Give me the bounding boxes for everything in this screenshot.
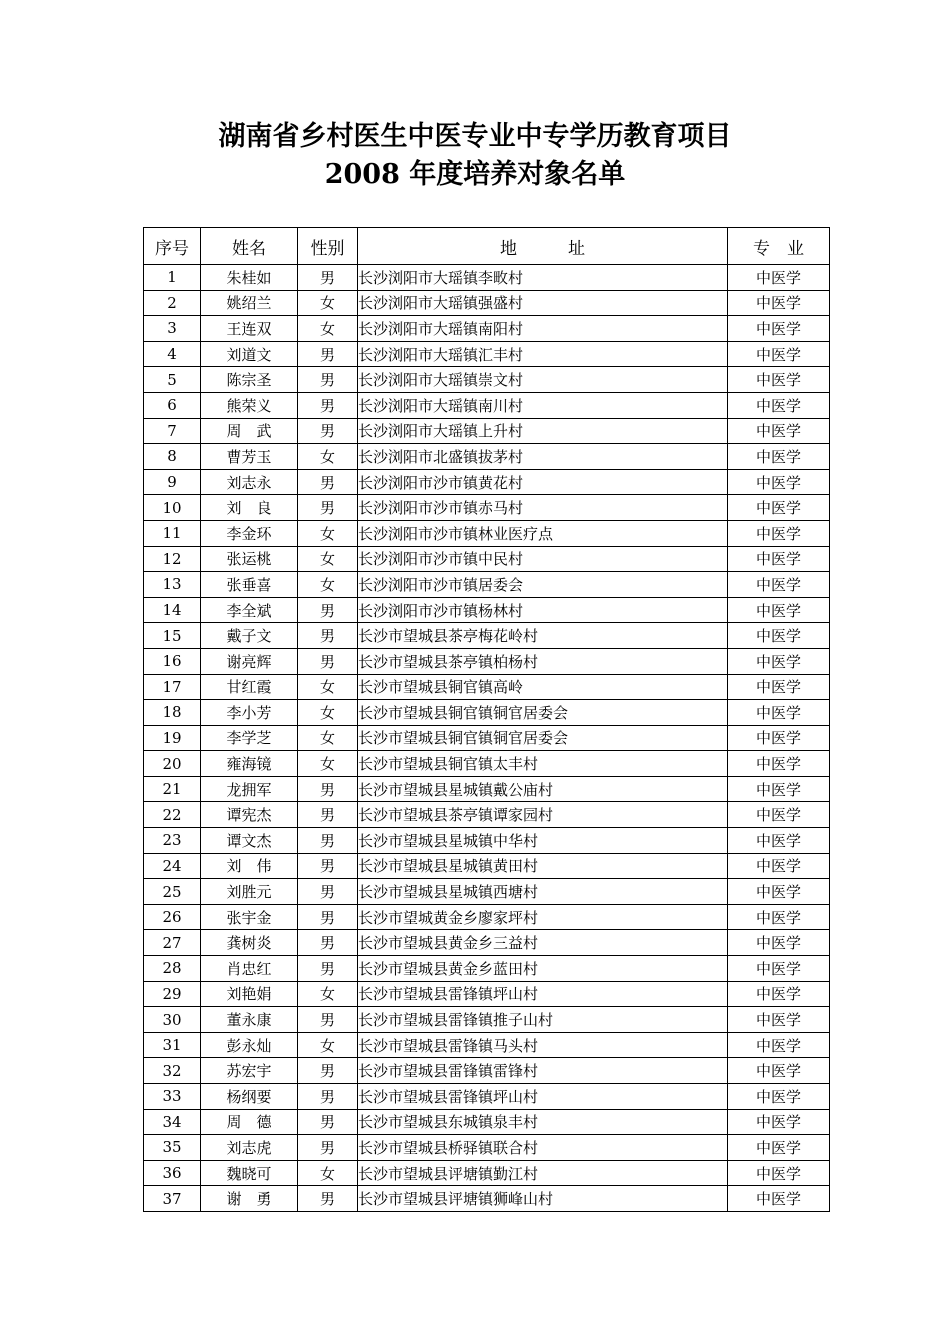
cell-major: 中医学 bbox=[728, 981, 830, 1007]
cell-address: 长沙浏阳市大瑶镇南阳村 bbox=[358, 316, 728, 342]
cell-seq: 12 bbox=[144, 546, 201, 572]
table-row bbox=[144, 930, 830, 956]
cell-sex: 男 bbox=[298, 879, 358, 905]
cell-address: 长沙市望城县茶亭梅花岭村 bbox=[358, 623, 728, 649]
cell-name: 陈宗圣 bbox=[201, 367, 298, 393]
header-sex: 性别 bbox=[298, 228, 358, 265]
table-row bbox=[144, 418, 830, 444]
cell-address: 长沙浏阳市大瑶镇上升村 bbox=[358, 418, 728, 444]
cell-name: 龙拥军 bbox=[201, 776, 298, 802]
cell-seq: 28 bbox=[144, 956, 201, 982]
cell-major: 中医学 bbox=[728, 572, 830, 598]
cell-name: 刘艳娟 bbox=[201, 981, 298, 1007]
cell-name: 张垂喜 bbox=[201, 572, 298, 598]
cell-address: 长沙市望城县雷锋镇雷锋村 bbox=[358, 1058, 728, 1084]
header-seq: 序号 bbox=[144, 228, 201, 265]
cell-major: 中医学 bbox=[728, 1109, 830, 1135]
cell-address: 长沙市望城县雷锋镇马头村 bbox=[358, 1032, 728, 1058]
table-row bbox=[144, 981, 830, 1007]
cell-seq: 37 bbox=[144, 1186, 201, 1212]
cell-address: 长沙浏阳市大瑶镇南川村 bbox=[358, 392, 728, 418]
table-row bbox=[144, 751, 830, 777]
cell-sex: 男 bbox=[298, 1058, 358, 1084]
cell-sex: 女 bbox=[298, 546, 358, 572]
cell-major: 中医学 bbox=[728, 290, 830, 316]
table-header bbox=[144, 228, 830, 265]
cell-name: 杨纲要 bbox=[201, 1084, 298, 1110]
cell-sex: 女 bbox=[298, 700, 358, 726]
cell-sex: 男 bbox=[298, 1084, 358, 1110]
cell-address: 长沙浏阳市大瑶镇李畋村 bbox=[358, 265, 728, 291]
cell-sex: 女 bbox=[298, 572, 358, 598]
cell-sex: 女 bbox=[298, 674, 358, 700]
cell-address: 长沙市望城县茶亭镇谭家园村 bbox=[358, 802, 728, 828]
cell-address: 长沙市望城县雷锋镇坪山村 bbox=[358, 1084, 728, 1110]
cell-address: 长沙浏阳市沙市镇中民村 bbox=[358, 546, 728, 572]
cell-address: 长沙浏阳市大瑶镇崇文村 bbox=[358, 367, 728, 393]
cell-sex: 男 bbox=[298, 367, 358, 393]
cell-sex: 男 bbox=[298, 904, 358, 930]
cell-address: 长沙市望城县铜官镇铜官居委会 bbox=[358, 700, 728, 726]
cell-major: 中医学 bbox=[728, 546, 830, 572]
cell-sex: 女 bbox=[298, 316, 358, 342]
cell-address: 长沙浏阳市沙市镇杨林村 bbox=[358, 597, 728, 623]
table-row bbox=[144, 495, 830, 521]
cell-seq: 8 bbox=[144, 444, 201, 470]
cell-name: 张宇金 bbox=[201, 904, 298, 930]
cell-seq: 7 bbox=[144, 418, 201, 444]
cell-address: 长沙市望城县雷锋镇推子山村 bbox=[358, 1007, 728, 1033]
table-row bbox=[144, 879, 830, 905]
cell-seq: 4 bbox=[144, 341, 201, 367]
cell-major: 中医学 bbox=[728, 751, 830, 777]
cell-address: 长沙市望城县铜官镇太丰村 bbox=[358, 751, 728, 777]
cell-major: 中医学 bbox=[728, 879, 830, 905]
cell-seq: 36 bbox=[144, 1160, 201, 1186]
cell-seq: 10 bbox=[144, 495, 201, 521]
cell-sex: 女 bbox=[298, 290, 358, 316]
table-row bbox=[144, 597, 830, 623]
cell-address: 长沙市望城县星城镇黄田村 bbox=[358, 853, 728, 879]
cell-sex: 男 bbox=[298, 1007, 358, 1033]
cell-address: 长沙市望城县黄金乡三益村 bbox=[358, 930, 728, 956]
cell-sex: 男 bbox=[298, 828, 358, 854]
cell-sex: 男 bbox=[298, 1186, 358, 1212]
header-major: 专 业 bbox=[728, 228, 830, 265]
cell-seq: 33 bbox=[144, 1084, 201, 1110]
cell-address: 长沙浏阳市沙市镇黄花村 bbox=[358, 469, 728, 495]
cell-major: 中医学 bbox=[728, 1084, 830, 1110]
cell-address: 长沙浏阳市沙市镇赤马村 bbox=[358, 495, 728, 521]
cell-name: 李全斌 bbox=[201, 597, 298, 623]
cell-sex: 女 bbox=[298, 520, 358, 546]
cell-sex: 男 bbox=[298, 265, 358, 291]
cell-name: 彭永灿 bbox=[201, 1032, 298, 1058]
cell-address: 长沙市望城县东城镇泉丰村 bbox=[358, 1109, 728, 1135]
cell-seq: 2 bbox=[144, 290, 201, 316]
cell-sex: 女 bbox=[298, 751, 358, 777]
cell-major: 中医学 bbox=[728, 1058, 830, 1084]
cell-major: 中医学 bbox=[728, 802, 830, 828]
table-row bbox=[144, 469, 830, 495]
cell-major: 中医学 bbox=[728, 367, 830, 393]
cell-major: 中医学 bbox=[728, 1135, 830, 1161]
cell-sex: 男 bbox=[298, 623, 358, 649]
table-row bbox=[144, 776, 830, 802]
cell-seq: 14 bbox=[144, 597, 201, 623]
cell-major: 中医学 bbox=[728, 956, 830, 982]
table-row bbox=[144, 444, 830, 470]
cell-seq: 5 bbox=[144, 367, 201, 393]
table-row bbox=[144, 367, 830, 393]
cell-seq: 9 bbox=[144, 469, 201, 495]
cell-address: 长沙市望城县桥驿镇联合村 bbox=[358, 1135, 728, 1161]
cell-sex: 男 bbox=[298, 597, 358, 623]
cell-major: 中医学 bbox=[728, 725, 830, 751]
cell-sex: 男 bbox=[298, 853, 358, 879]
cell-major: 中医学 bbox=[728, 1160, 830, 1186]
cell-address: 长沙浏阳市北盛镇拔茅村 bbox=[358, 444, 728, 470]
table-row bbox=[144, 520, 830, 546]
header-address: 地 址 bbox=[358, 228, 728, 265]
cell-major: 中医学 bbox=[728, 597, 830, 623]
cell-major: 中医学 bbox=[728, 316, 830, 342]
table-body bbox=[144, 265, 830, 1212]
cell-name: 刘胜元 bbox=[201, 879, 298, 905]
header-name: 姓名 bbox=[201, 228, 298, 265]
cell-name: 王连双 bbox=[201, 316, 298, 342]
cell-address: 长沙市望城县茶亭镇柏杨村 bbox=[358, 648, 728, 674]
table-row bbox=[144, 341, 830, 367]
cell-name: 熊荣义 bbox=[201, 392, 298, 418]
cell-seq: 34 bbox=[144, 1109, 201, 1135]
cell-address: 长沙浏阳市大瑶镇强盛村 bbox=[358, 290, 728, 316]
cell-address: 长沙市望城县评塘镇狮峰山村 bbox=[358, 1186, 728, 1212]
table-row bbox=[144, 1186, 830, 1212]
cell-address: 长沙浏阳市沙市镇林业医疗点 bbox=[358, 520, 728, 546]
cell-major: 中医学 bbox=[728, 341, 830, 367]
cell-major: 中医学 bbox=[728, 623, 830, 649]
cell-sex: 男 bbox=[298, 495, 358, 521]
title-line-2: 2008 年度培养对象名单 bbox=[324, 159, 626, 190]
table-row bbox=[144, 648, 830, 674]
cell-seq: 23 bbox=[144, 828, 201, 854]
cell-seq: 32 bbox=[144, 1058, 201, 1084]
cell-major: 中医学 bbox=[728, 444, 830, 470]
cell-name: 龚树炎 bbox=[201, 930, 298, 956]
table-row bbox=[144, 1135, 830, 1161]
cell-name: 李金环 bbox=[201, 520, 298, 546]
cell-seq: 27 bbox=[144, 930, 201, 956]
cell-name: 周 德 bbox=[201, 1109, 298, 1135]
table-row bbox=[144, 828, 830, 854]
cell-seq: 24 bbox=[144, 853, 201, 879]
table-row bbox=[144, 725, 830, 751]
cell-name: 朱桂如 bbox=[201, 265, 298, 291]
title-line-1: 湖南省乡村医生中医专业中专学历教育项目 bbox=[218, 121, 732, 152]
cell-major: 中医学 bbox=[728, 1186, 830, 1212]
table-row bbox=[144, 700, 830, 726]
cell-seq: 22 bbox=[144, 802, 201, 828]
cell-sex: 男 bbox=[298, 802, 358, 828]
cell-seq: 20 bbox=[144, 751, 201, 777]
cell-major: 中医学 bbox=[728, 265, 830, 291]
cell-seq: 13 bbox=[144, 572, 201, 598]
cell-major: 中医学 bbox=[728, 776, 830, 802]
cell-seq: 6 bbox=[144, 392, 201, 418]
cell-seq: 17 bbox=[144, 674, 201, 700]
cell-major: 中医学 bbox=[728, 930, 830, 956]
table-row bbox=[144, 1109, 830, 1135]
cell-address: 长沙市望城黄金乡廖家坪村 bbox=[358, 904, 728, 930]
table-row bbox=[144, 316, 830, 342]
table-row bbox=[144, 956, 830, 982]
cell-address: 长沙市望城县星城镇戴公庙村 bbox=[358, 776, 728, 802]
cell-major: 中医学 bbox=[728, 674, 830, 700]
cell-sex: 男 bbox=[298, 956, 358, 982]
cell-name: 刘 伟 bbox=[201, 853, 298, 879]
cell-name: 刘道文 bbox=[201, 341, 298, 367]
cell-address: 长沙市望城县星城镇西塘村 bbox=[358, 879, 728, 905]
cell-major: 中医学 bbox=[728, 828, 830, 854]
cell-name: 曹芳玉 bbox=[201, 444, 298, 470]
cell-address: 长沙市望城县铜官镇高岭 bbox=[358, 674, 728, 700]
cell-sex: 男 bbox=[298, 776, 358, 802]
cell-name: 雍海镜 bbox=[201, 751, 298, 777]
cell-major: 中医学 bbox=[728, 392, 830, 418]
cell-major: 中医学 bbox=[728, 520, 830, 546]
cell-seq: 25 bbox=[144, 879, 201, 905]
cell-sex: 女 bbox=[298, 725, 358, 751]
cell-name: 肖忠红 bbox=[201, 956, 298, 982]
table-row bbox=[144, 904, 830, 930]
cell-name: 刘志虎 bbox=[201, 1135, 298, 1161]
cell-address: 长沙浏阳市大瑶镇汇丰村 bbox=[358, 341, 728, 367]
cell-name: 刘 良 bbox=[201, 495, 298, 521]
cell-address: 长沙浏阳市沙市镇居委会 bbox=[358, 572, 728, 598]
table-row bbox=[144, 1032, 830, 1058]
cell-major: 中医学 bbox=[728, 648, 830, 674]
cell-sex: 女 bbox=[298, 981, 358, 1007]
cell-name: 姚绍兰 bbox=[201, 290, 298, 316]
table-row bbox=[144, 290, 830, 316]
cell-name: 张运桃 bbox=[201, 546, 298, 572]
cell-name: 李学芝 bbox=[201, 725, 298, 751]
cell-seq: 18 bbox=[144, 700, 201, 726]
cell-major: 中医学 bbox=[728, 469, 830, 495]
cell-sex: 男 bbox=[298, 341, 358, 367]
cell-sex: 男 bbox=[298, 418, 358, 444]
cell-seq: 26 bbox=[144, 904, 201, 930]
cell-seq: 31 bbox=[144, 1032, 201, 1058]
cell-name: 魏晓可 bbox=[201, 1160, 298, 1186]
cell-seq: 1 bbox=[144, 265, 201, 291]
table-row bbox=[144, 802, 830, 828]
header-row bbox=[144, 228, 830, 265]
table-row bbox=[144, 265, 830, 291]
cell-sex: 女 bbox=[298, 1032, 358, 1058]
table-row bbox=[144, 1058, 830, 1084]
cell-sex: 女 bbox=[298, 444, 358, 470]
cell-sex: 男 bbox=[298, 1135, 358, 1161]
table-row bbox=[144, 1160, 830, 1186]
cell-name: 刘志永 bbox=[201, 469, 298, 495]
cell-seq: 21 bbox=[144, 776, 201, 802]
cell-seq: 35 bbox=[144, 1135, 201, 1161]
table-row bbox=[144, 392, 830, 418]
cell-name: 戴子文 bbox=[201, 623, 298, 649]
cell-name: 谭文杰 bbox=[201, 828, 298, 854]
cell-sex: 男 bbox=[298, 930, 358, 956]
cell-seq: 30 bbox=[144, 1007, 201, 1033]
cell-major: 中医学 bbox=[728, 904, 830, 930]
table-row bbox=[144, 623, 830, 649]
cell-seq: 19 bbox=[144, 725, 201, 751]
cell-major: 中医学 bbox=[728, 1007, 830, 1033]
cell-major: 中医学 bbox=[728, 495, 830, 521]
document-title bbox=[0, 118, 950, 194]
cell-name: 谢 勇 bbox=[201, 1186, 298, 1212]
cell-name: 甘红霞 bbox=[201, 674, 298, 700]
cell-name: 董永康 bbox=[201, 1007, 298, 1033]
cell-sex: 男 bbox=[298, 1109, 358, 1135]
cell-address: 长沙市望城县铜官镇铜官居委会 bbox=[358, 725, 728, 751]
table-row bbox=[144, 1007, 830, 1033]
cell-address: 长沙市望城县黄金乡蓝田村 bbox=[358, 956, 728, 982]
cell-seq: 29 bbox=[144, 981, 201, 1007]
cell-name: 李小芳 bbox=[201, 700, 298, 726]
table-row bbox=[144, 674, 830, 700]
cell-address: 长沙市望城县星城镇中华村 bbox=[358, 828, 728, 854]
table-row bbox=[144, 572, 830, 598]
cell-address: 长沙市望城县评塘镇勤江村 bbox=[358, 1160, 728, 1186]
table-row bbox=[144, 546, 830, 572]
table-row bbox=[144, 1084, 830, 1110]
cell-sex: 男 bbox=[298, 648, 358, 674]
cell-seq: 11 bbox=[144, 520, 201, 546]
table-row bbox=[144, 853, 830, 879]
cell-address: 长沙市望城县雷锋镇坪山村 bbox=[358, 981, 728, 1007]
cell-major: 中医学 bbox=[728, 1032, 830, 1058]
cell-major: 中医学 bbox=[728, 418, 830, 444]
cell-major: 中医学 bbox=[728, 700, 830, 726]
cell-seq: 16 bbox=[144, 648, 201, 674]
cell-seq: 15 bbox=[144, 623, 201, 649]
cell-major: 中医学 bbox=[728, 853, 830, 879]
cell-name: 周 武 bbox=[201, 418, 298, 444]
cell-sex: 男 bbox=[298, 392, 358, 418]
cell-sex: 女 bbox=[298, 1160, 358, 1186]
cell-name: 谢亮辉 bbox=[201, 648, 298, 674]
cell-name: 苏宏宇 bbox=[201, 1058, 298, 1084]
cell-name: 谭宪杰 bbox=[201, 802, 298, 828]
cell-seq: 3 bbox=[144, 316, 201, 342]
trainee-roster-table bbox=[143, 227, 830, 1212]
cell-sex: 男 bbox=[298, 469, 358, 495]
